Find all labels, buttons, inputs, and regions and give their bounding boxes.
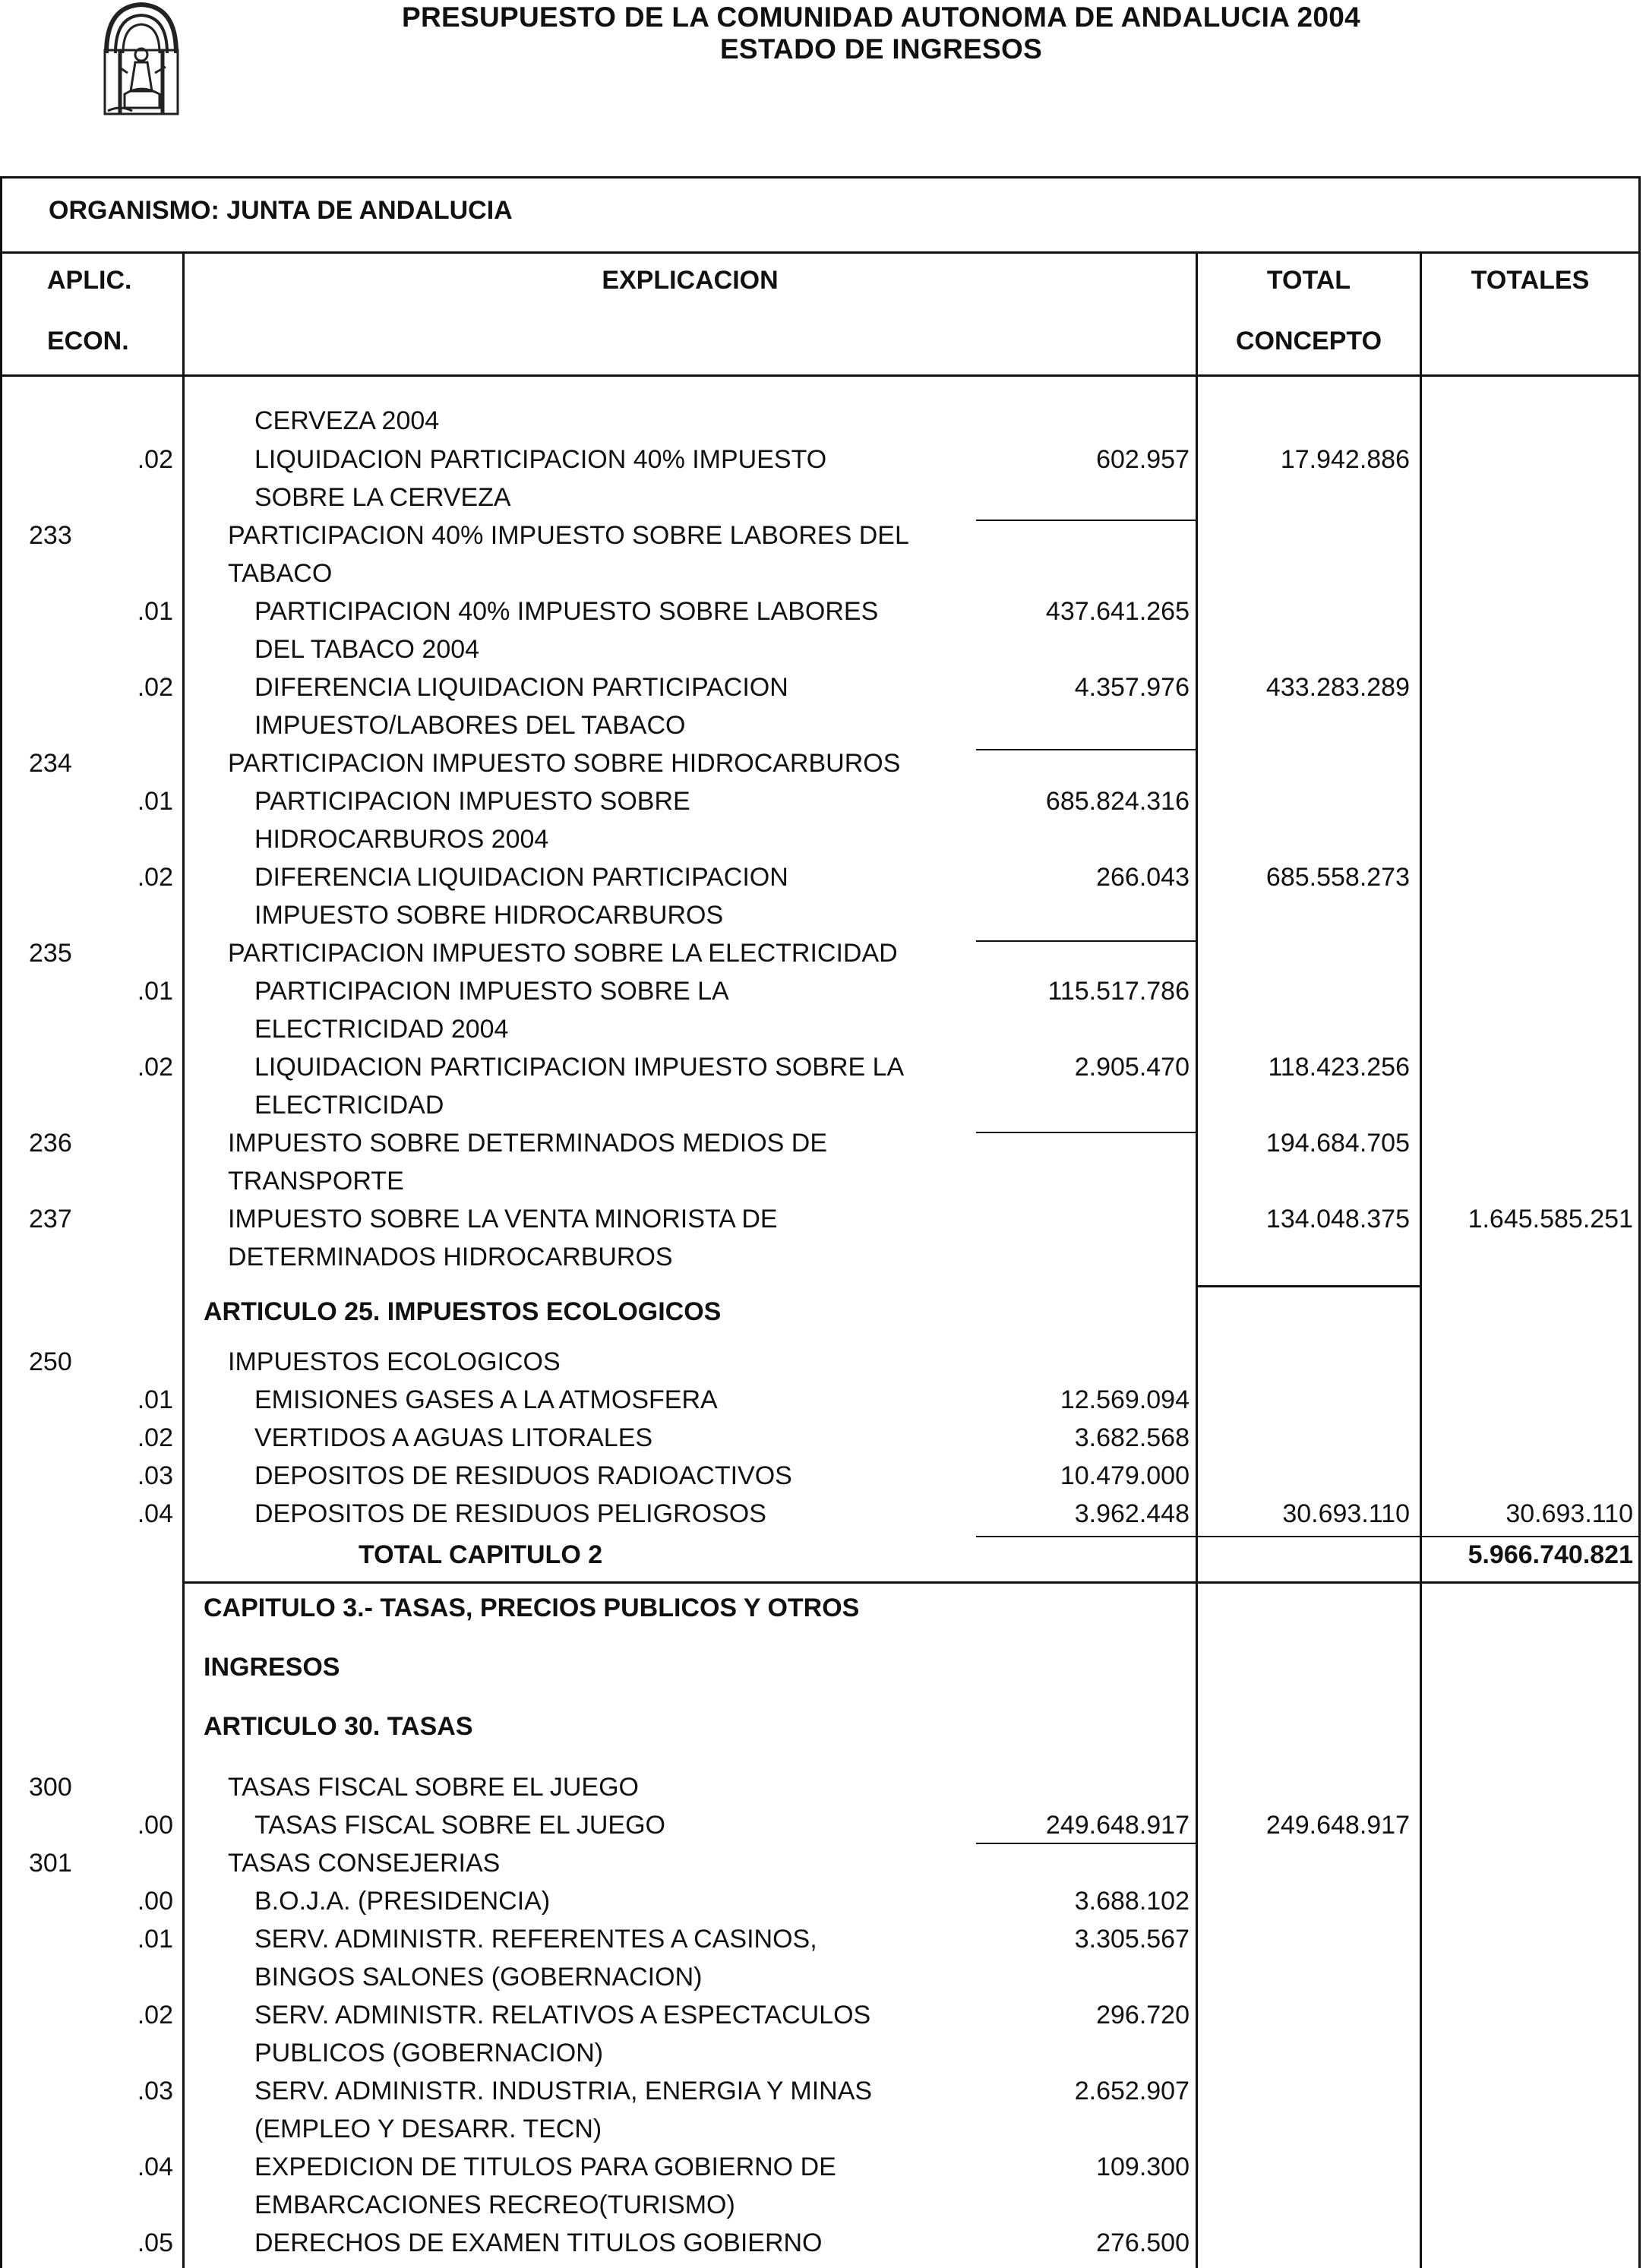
row-amount: 3.682.568 [1074,1423,1189,1452]
row-description: LIQUIDACION PARTICIPACION 40% IMPUESTO [254,445,827,474]
row-subcode: .03 [137,2077,173,2105]
col-header-explicacion: EXPLICACION [602,266,779,295]
row-amount: 276.500 [1096,2229,1189,2257]
junta-de-andalucia-shield-icon [97,0,185,117]
subtotal-rule [976,1536,1641,1537]
row-total-concepto: 194.684.705 [1265,1129,1410,1158]
table-border-left [0,176,2,2268]
row-code: 236 [29,1129,72,1158]
row-description: BINGOS SALONES (GOBERNACION) [254,1963,703,1992]
organismo-divider [0,251,1641,254]
row-subcode: .02 [137,863,173,892]
document-title: PRESUPUESTO DE LA COMUNIDAD AUTONOMA DE ANDALUCIA 2004 [402,2,1360,33]
row-subcode: .02 [137,1053,173,1082]
row-code: 250 [29,1347,72,1376]
row-totales: 1.645.585.251 [1467,1205,1633,1234]
row-amount: 3.962.448 [1074,1499,1189,1528]
row-description: CAPITULO 3.- TASAS, PRECIOS PUBLICOS Y OTROS [204,1594,860,1622]
row-description: PUBLICOS (GOBERNACION) [254,2039,604,2067]
row-description: SERV. ADMINISTR. RELATIVOS A ESPECTACULOS [254,2001,871,2030]
row-description: IMPUESTOS ECOLOGICOS [228,1347,561,1376]
row-description: IMPUESTO/LABORES DEL TABACO [254,711,686,740]
row-description: SERV. ADMINISTR. REFERENTES A CASINOS, [254,1925,817,1954]
row-code: 237 [29,1205,72,1234]
subtotal-rule [1196,1285,1420,1287]
row-subcode: .04 [137,1499,173,1528]
row-total-concepto: 433.283.289 [1265,673,1410,702]
row-description: DERECHOS DE EXAMEN TITULOS GOBIERNO [254,2229,823,2257]
row-description: EMISIONES GASES A LA ATMOSFERA [254,1385,718,1414]
row-description: DEPOSITOS DE RESIDUOS RADIOACTIVOS [254,1461,792,1490]
table-border-top [0,176,1641,178]
document-subtitle: ESTADO DE INGRESOS [719,33,1043,65]
row-total-concepto: 249.648.917 [1265,1811,1410,1840]
row-code: 234 [29,749,72,778]
row-amount: 437.641.265 [1045,597,1189,626]
row-subcode: .03 [137,1461,173,1490]
row-description: PARTICIPACION IMPUESTO SOBRE [254,787,690,816]
row-total-concepto: 685.558.273 [1265,863,1410,892]
row-description: VERTIDOS A AGUAS LITORALES [254,1423,653,1452]
col-header-econ: ECON. [47,327,129,355]
row-amount: 685.824.316 [1045,787,1189,816]
row-subcode: .04 [137,2153,173,2181]
row-description: DIFERENCIA LIQUIDACION PARTICIPACION [254,863,788,892]
row-description: TASAS FISCAL SOBRE EL JUEGO [254,1811,665,1840]
row-code: 300 [29,1773,72,1802]
row-description: TRANSPORTE [228,1167,404,1196]
row-description: DIFERENCIA LIQUIDACION PARTICIPACION [254,673,788,702]
row-amount: 12.569.094 [1060,1385,1189,1414]
row-description: PARTICIPACION 40% IMPUESTO SOBRE LABORES DEL [228,521,909,550]
col-divider-totales [1420,251,1422,2268]
row-description: EMBARCACIONES RECREO(TURISMO) [254,2191,735,2219]
row-description: CERVEZA 2004 [254,406,440,435]
table-border-right [1638,176,1641,2268]
row-description: ARTICULO 30. TASAS [204,1712,473,1741]
row-total-concepto: 30.693.110 [1282,1499,1410,1528]
row-description: PARTICIPACION IMPUESTO SOBRE LA [254,977,729,1006]
row-description: PARTICIPACION 40% IMPUESTO SOBRE LABORES [254,597,879,626]
row-description: SERV. ADMINISTR. INDUSTRIA, ENERGIA Y MINAS [254,2077,873,2105]
row-description: LIQUIDACION PARTICIPACION IMPUESTO SOBRE LA [254,1053,905,1082]
row-description: IMPUESTO SOBRE LA VENTA MINORISTA DE [228,1205,778,1234]
row-subcode: .01 [137,977,173,1006]
row-amount: 2.905.470 [1074,1053,1189,1082]
subtotal-rule [976,520,1196,521]
row-subcode: .00 [137,1887,173,1916]
row-subcode: .05 [137,2229,173,2257]
row-amount: 109.300 [1096,2153,1189,2181]
col-divider-total [1196,251,1198,2268]
row-subcode: .01 [137,1385,173,1414]
row-code: 235 [29,939,72,968]
row-description: (EMPLEO Y DESARR. TECN) [254,2115,602,2143]
subtotal-rule [976,1843,1196,1844]
col-header-totales: TOTALES [1471,266,1590,295]
row-description: DETERMINADOS HIDROCARBUROS [228,1243,673,1271]
col-header-total: TOTAL [1266,266,1351,295]
row-subcode: .02 [137,1423,173,1452]
total-rule [182,1581,1641,1584]
row-subcode: .02 [137,673,173,702]
row-total-concepto: 118.423.256 [1268,1053,1410,1082]
row-total-concepto: 17.942.886 [1280,445,1410,474]
row-amount: 249.648.917 [1045,1811,1189,1840]
row-code: 233 [29,521,72,550]
row-amount: 115.517.786 [1047,977,1189,1006]
subtotal-rule [976,1132,1196,1133]
row-amount: 10.479.000 [1060,1461,1189,1490]
col-divider-aplic [182,251,185,2268]
row-description: IMPUESTO SOBRE DETERMINADOS MEDIOS DE [228,1129,828,1158]
row-description: ARTICULO 25. IMPUESTOS ECOLOGICOS [204,1297,722,1326]
row-description: TASAS CONSEJERIAS [228,1849,501,1878]
row-description: TASAS FISCAL SOBRE EL JUEGO [228,1773,639,1802]
row-description: HIDROCARBUROS 2004 [254,825,549,854]
row-amount: 3.305.567 [1074,1925,1189,1954]
row-description: PARTICIPACION IMPUESTO SOBRE LA ELECTRICIDAD [228,939,898,968]
header-divider [0,374,1641,377]
row-description: DEPOSITOS DE RESIDUOS PELIGROSOS [254,1499,766,1528]
row-description: SOBRE LA CERVEZA [254,483,511,512]
organismo-label: ORGANISMO: JUNTA DE ANDALUCIA [49,196,513,225]
row-totales: 30.693.110 [1505,1499,1633,1528]
row-description: IMPUESTO SOBRE HIDROCARBUROS [254,901,724,930]
row-amount: 266.043 [1096,863,1189,892]
subtotal-rule [976,749,1196,750]
row-description: PARTICIPACION IMPUESTO SOBRE HIDROCARBUROS [228,749,901,778]
row-amount: 4.357.976 [1074,673,1189,702]
row-description: EXPEDICION DE TITULOS PARA GOBIERNO DE [254,2153,836,2181]
row-description: ELECTRICIDAD 2004 [254,1015,509,1044]
row-amount: 2.652.907 [1074,2077,1189,2105]
row-description: ELECTRICIDAD [254,1091,444,1120]
row-amount: 296.720 [1096,2001,1189,2030]
row-subcode: .01 [137,597,173,626]
row-subcode: .02 [137,2001,173,2030]
row-subcode: .02 [137,445,173,474]
row-total-concepto: 134.048.375 [1265,1205,1410,1234]
row-amount: 602.957 [1096,445,1189,474]
col-header-concepto: CONCEPTO [1235,327,1382,355]
col-header-aplic: APLIC. [47,266,132,295]
row-subcode: .01 [137,787,173,816]
row-subcode: .00 [137,1811,173,1840]
subtotal-rule [976,940,1196,942]
row-description: DEL TABACO 2004 [254,635,480,664]
row-description: INGRESOS [204,1653,340,1682]
row-description: TOTAL CAPITULO 2 [359,1540,603,1569]
row-subcode: .01 [137,1925,173,1954]
row-amount: 3.688.102 [1074,1887,1189,1916]
row-totales: 5.966.740.821 [1467,1540,1633,1569]
row-description: B.O.J.A. (PRESIDENCIA) [254,1887,551,1916]
row-description: TABACO [228,559,333,588]
row-code: 301 [29,1849,72,1878]
